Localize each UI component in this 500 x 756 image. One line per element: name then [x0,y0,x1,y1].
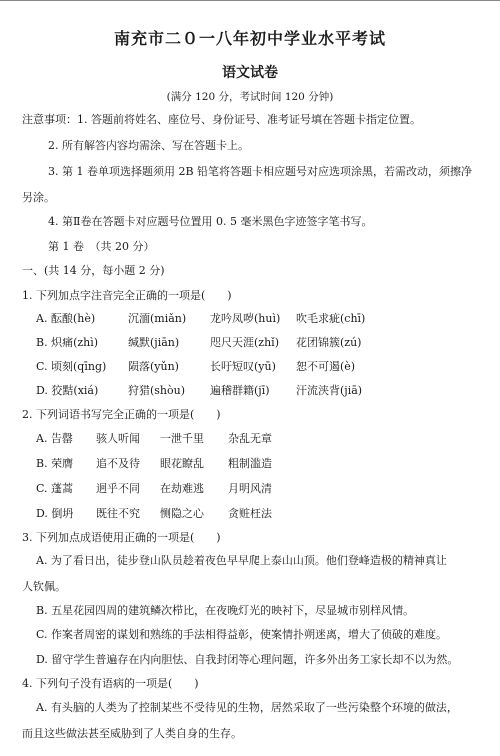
q4-option-a-cont: 而且这些做法甚至威胁到了人类自身的生存。 [22,727,242,740]
notice-line-2: 2. 所有解答内容均需涂、写在答题卡上。 [48,139,249,152]
notice-line-1: 注意事项：1. 答题前将姓名、座位号、身份证号、准考证号填在答题卡指定位置。 [22,113,421,126]
question-2-stem: 2. 下列词语书写完全正确的一项是( ) [22,408,221,421]
q1-option-a-3: 龙吟凤哕(huì) [210,312,281,325]
q2-option-a-4: 杂乱无章 [228,432,272,445]
q2-option-b-4: 粗制滥造 [228,457,272,470]
q1-option-c-3: 长吁短叹(yū) [210,360,276,373]
q1-option-c-4: 恕不可遏(è) [296,360,356,373]
q2-option-a-3: 一泄千里 [160,432,204,445]
q3-option-d: D. 留守学生普遍存在内向胆怯、自我封闭等心理问题，许多外出务工家长却不以为然。 [36,653,459,666]
q2-option-b-3: 眼花瞭乱 [160,457,204,470]
exam-subject: 语文试卷 [222,65,278,81]
exam-title: 南充市二０一八年初中学业水平考试 [113,29,386,48]
q1-option-d-1: D. 狡黠(xiá) [36,384,99,397]
q1-option-d-4: 汗流浃背(jiā) [296,384,363,397]
q2-option-d-3: 恻隐之心 [160,507,204,520]
q3-option-b: B. 五星花园四周的建筑鳞次栉比，在夜晚灯光的映衬下，尽显城市别样风情。 [36,604,415,617]
section-heading: 一、(共 14 分，每小题 2 分) [22,264,165,277]
q2-option-d-1: D. 倒坍 [36,507,74,520]
q2-option-d-2: 既往不究 [96,507,140,520]
q1-option-b-3: 咫尺天涯(zhǐ) [210,336,279,349]
q2-option-b-2: 追不及待 [96,457,140,470]
notice-line-4: 4. 第Ⅱ卷在答题卡对应题号位置用 0. 5 毫米黑色字迹签字笔书写。 [48,215,373,228]
exam-info: (满分 120 分，考试时间 120 分钟) [166,91,334,103]
q2-option-d-4: 贪赃枉法 [228,507,272,520]
q2-option-c-3: 在劫难逃 [160,482,204,495]
q1-option-c-1: C. 顷刻(qīng) [36,360,107,373]
part-heading: 第 1 卷 （共 20 分） [48,240,155,253]
q2-option-c-4: 月明风清 [228,482,272,495]
q4-option-a: A. 有头脑的人类为了控制某些不受待见的生物，居然采取了一些污染整个环境的做法， [36,701,458,714]
q2-option-b-1: B. 荣膺 [36,457,74,470]
question-4-stem: 4. 下列句子没有语病的一项是( ) [22,677,199,690]
q2-option-c-1: C. 蓬蒿 [36,482,74,495]
top-rule [0,0,500,1]
q1-option-b-1: B. 炽痛(zhì) [36,336,99,349]
q1-option-a-1: A. 酝酿(hè) [36,312,96,325]
notice-line-3: 3. 第 1 卷单项选择题须用 2B 铅笔将答题卡相应题号对应选项涂黑，若需改动，须擦净 [48,165,473,178]
q1-option-b-2: 缄默(jiān) [128,336,180,349]
q3-option-a: A. 为了看日出，徒步登山队员趁着夜色早早爬上泰山山顶。他们登峰造极的精神真让 [36,554,447,567]
q1-option-b-4: 花团锦簇(zú) [296,336,362,349]
q2-option-c-2: 迥乎不同 [96,482,140,495]
q3-option-c: C. 作案者周密的谋划和熟练的手法相得益彰，使案情扑朔迷离，增大了侦破的难度。 [36,628,448,641]
q1-option-c-2: 陨落(yǔn) [128,360,179,373]
q1-option-d-3: 遍稽群籍(jī) [210,384,270,397]
q2-option-a-1: A. 告罄 [36,432,73,445]
question-1-stem: 1. 下列加点字注音完全正确的一项是( ) [22,289,232,302]
q1-option-a-4: 吹毛求疵(chī) [296,312,366,325]
q1-option-d-2: 狩猎(shòu) [128,384,186,397]
q3-option-a-cont: 人钦佩。 [22,580,66,593]
question-3-stem: 3. 下列加点成语使用正确的一项是( ) [22,531,221,544]
notice-line-3-cont: 另涂。 [22,191,55,204]
q2-option-a-2: 骇人听闻 [96,432,140,445]
q1-option-a-2: 沉湎(miǎn) [128,312,187,325]
